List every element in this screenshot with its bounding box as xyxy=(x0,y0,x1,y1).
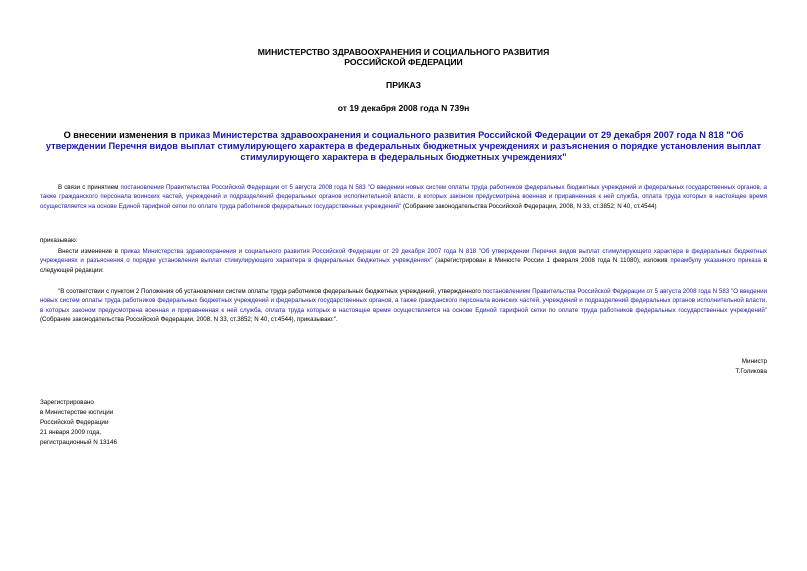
registration-line-4: 21 января 2009 года, xyxy=(40,429,102,436)
registration-line-3: Российской Федерации xyxy=(40,419,109,426)
para1-prefix: В связи с принятием xyxy=(58,184,121,191)
para2-suffix: в следующей редакции: xyxy=(40,257,767,274)
signature-position: Министр xyxy=(741,358,767,365)
link-order-818[interactable]: приказ Министерства здравоохранения и социального развития Российской Федерации от 29 декабря 2007 года N 818 "Об утверждении Перечня видов выплат стимулирующего характера в федеральных бюджетных учреждениях и разъяснения о порядке установления выплат стимулирующего характера в федеральных бюджетных учреждениях" xyxy=(40,248,767,265)
paragraph-amendment xyxy=(40,247,767,275)
registration-line-2: в Министерстве юстиции xyxy=(40,409,114,416)
registration-line-1: Зарегистрировано xyxy=(40,399,94,406)
signature-name: Т.Голикова xyxy=(735,368,767,375)
para2-prefix: Внести изменение в xyxy=(58,248,121,255)
orders-label: приказываю: xyxy=(40,237,78,244)
title-link-order-818[interactable]: приказ Министерства здравоохранения и социального развития Российской Федерации от 29 декабря 2007 года N 818 "Об утверждении Перечня видов выплат стимулирующего характера в федеральных бюджетных учреждениях и разъяснения о порядке установления выплат стимулирующего характера в федеральных бюджетных учреждениях" xyxy=(45,130,762,162)
ministry-line-1: МИНИСТЕРСТВО ЗДРАВООХРАНЕНИЯ И СОЦИАЛЬНОГО РАЗВИТИЯ xyxy=(257,47,550,57)
link-resolution-583[interactable]: постановления Правительства Российской Федерации от 5 августа 2008 года N 583 "О введении новых систем оплаты труда работников федеральных бюджетных учреждений и федеральных государственных органов, а также гражданского персонала воинских частей, учреждений и подразделений федеральных органов исполнительной власти, в которых законом предусмотрена военная и приравненная к ней служба, оплата труда которых в настоящее время осуществляется на основе Единой тарифной сетки по оплате труда работников федеральных государственных учреждений" xyxy=(40,184,767,210)
para3-prefix: "В соответствии с пунктом 2 Положения об установлении систем оплаты труда работников федеральных бюджетных учреждений, утвержденного xyxy=(58,288,483,295)
ministry-line-2: РОССИЙСКОЙ ФЕДЕРАЦИИ xyxy=(344,57,463,67)
title-prefix: О внесении изменения в xyxy=(63,130,179,140)
document-type: ПРИКАЗ xyxy=(386,80,421,90)
registration-line-5: регистрационный N 13146 xyxy=(40,439,118,446)
para3-suffix: (Собрание законодательства Российской Федерации, 2008, N 33, ст.3852; N 40, ст.4544), приказываю:". xyxy=(40,316,338,324)
link-preamble[interactable]: преамбулу указанного приказа xyxy=(670,257,761,265)
para2-middle: (зарегистрирован в Минюсте России 1 февраля 2008 года N 11080), изложив xyxy=(432,257,671,265)
paragraph-preamble xyxy=(40,183,767,211)
para1-suffix: (Собрание законодательства Российской Федерации, 2008, N 33, ст.3852; N 40, ст.4544) xyxy=(401,202,657,210)
document-date-number: от 19 декабря 2008 года N 739н xyxy=(337,103,470,113)
document-title xyxy=(40,130,767,163)
paragraph-new-preamble xyxy=(40,287,767,325)
link-resolution-583-quoted[interactable]: постановлением Правительства Российской Федерации от 5 августа 2008 года N 583 "О введении новых систем оплаты труда работников федеральных бюджетных учреждений и федеральных государственных органов, а также гражданского персонала воинских частей, учреждений и подразделений федеральных органов исполнительной власти, в которых законом предусмотрена военная и приравненная к ней служба, оплата труда которых в настоящее время осуществляется на основе Единой тарифной сетки по оплате труда работников федеральных государственных учреждений" xyxy=(40,288,767,314)
